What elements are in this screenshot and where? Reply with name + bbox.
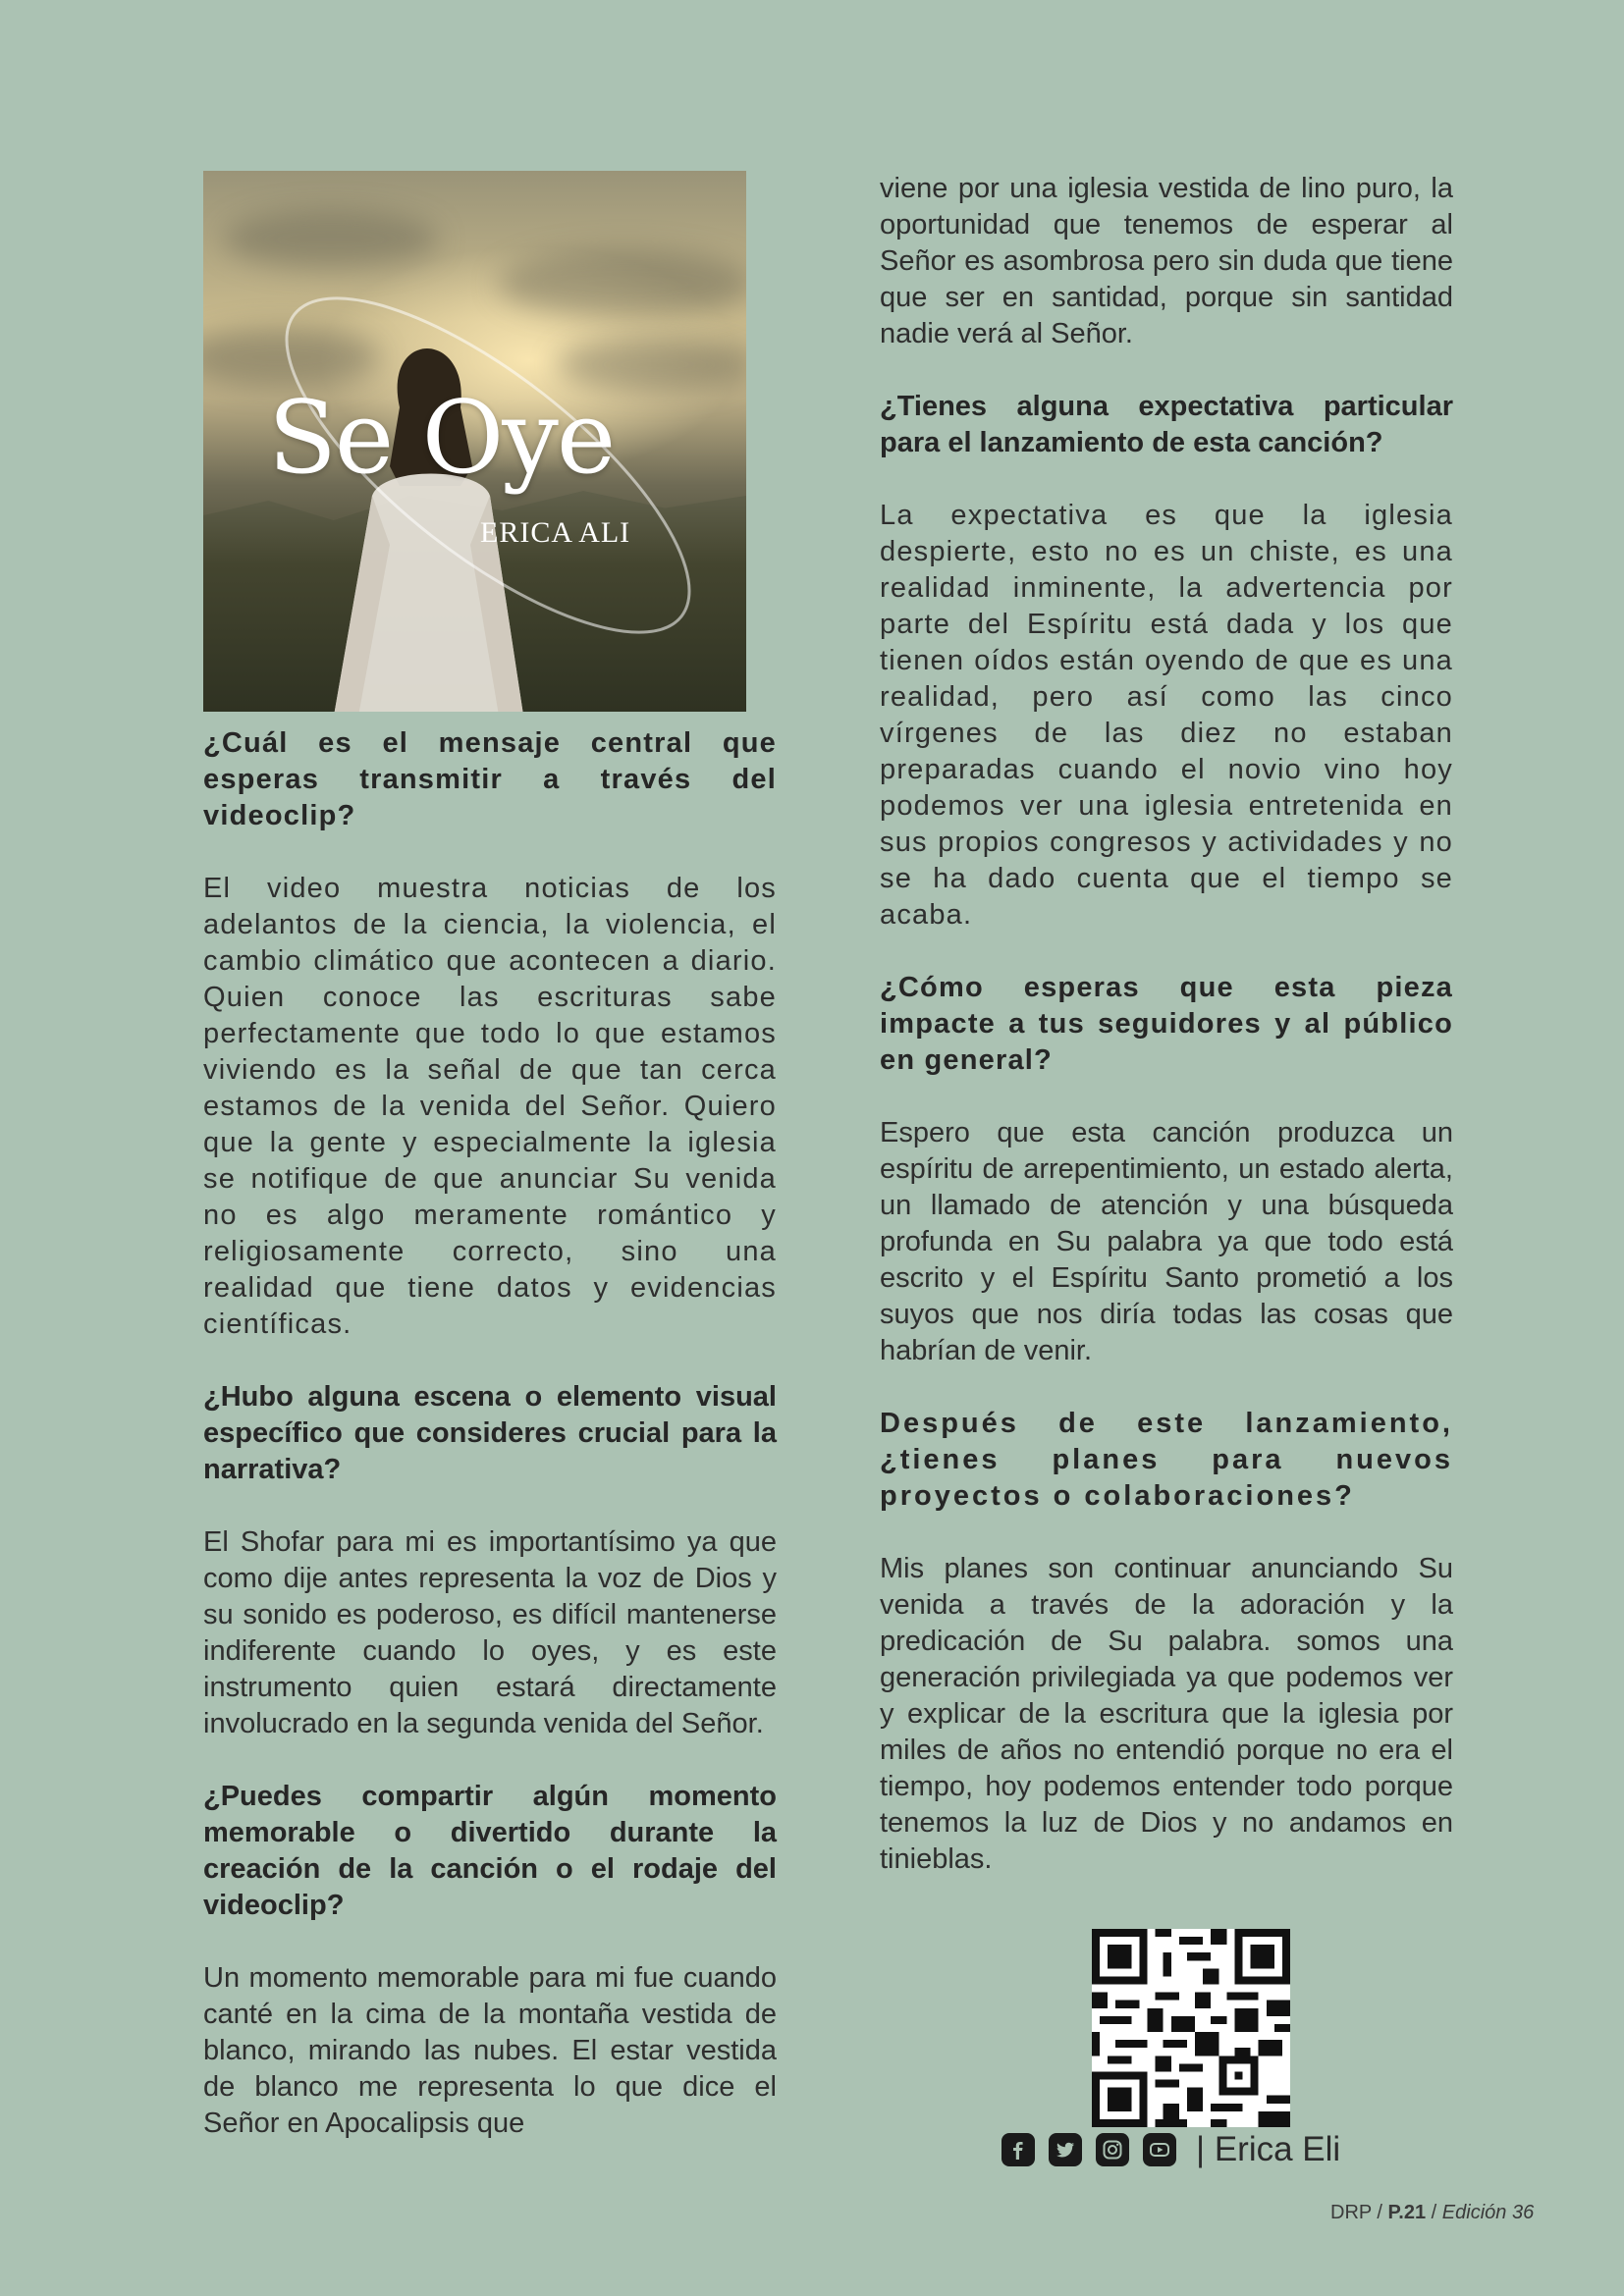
question-heading: ¿Cuál es el mensaje central que esperas transmitir a través del videoclip?: [203, 727, 777, 831]
answer-paragraph: El video muestra noticias de los adelantos de la ciencia, la violencia, el cambio climático que acontecen a diario. Quien conoce las escrituras sabe perfectamente que todo lo que estamos viviendo es la señal de que tan cerca estamos de la venida del Señor. Quiero que la gente y especialmente la iglesia se notifique de que anunciar Su venida no es algo meramente romántico y religiosamente correcto, sino una realidad que tiene datos y evidencias científicas.: [203, 873, 777, 1340]
right-column: [880, 171, 1453, 1878]
answer-paragraph: El Shofar para mi es importantísimo ya que como dije antes representa la voz de Dios y su sonido es poderoso, es difícil mantenerse indiferente cuando lo oyes, y es este instrumento quien estará directamente involucrado en la segunda venida del Señor.: [203, 1526, 777, 1739]
question-heading: ¿Puedes compartir algún momento memorable o divertido durante la creación de la canción o el rodaje del videoclip?: [203, 1781, 777, 1921]
answer-paragraph: viene por una iglesia vestida de lino puro, la oportunidad que tenemos de esperar al Señor es asombrosa pero sin duda que tiene que ser en santidad, porque sin santidad nadie verá al Señor.: [880, 173, 1453, 349]
facebook-icon[interactable]: [1001, 2133, 1035, 2166]
answer-paragraph: La expectativa es que la iglesia despierte, esto no es un chiste, es una realidad inminente, la advertencia por parte del Espíritu está dada y los que tienen oídos están oyendo de que es una realidad, pero así como las cinco vírgenes de las diez no estaban preparadas cuando el novio vino hoy podemos ver una iglesia entretenida en sus propios congresos y actividades y no se ha dado cuenta que el tiempo se acaba.: [880, 500, 1453, 931]
question-heading: ¿Tienes alguna expectativa particular para el lanzamiento de esta canción?: [880, 391, 1453, 458]
magazine-name: DRP: [1330, 2202, 1372, 2223]
cover-artist: ERICA ALI: [480, 516, 631, 549]
qr-code[interactable]: [1092, 1929, 1290, 2127]
question-heading: ¿Cómo esperas que esta pieza impacte a tus seguidores y al público en general?: [880, 972, 1453, 1076]
left-column: [203, 171, 777, 2142]
youtube-icon[interactable]: [1143, 2133, 1176, 2166]
answer-paragraph: Mis planes son continuar anunciando Su venida a través de la adoración y la predicación de Su palabra. somos una generación privilegiada ya que podemos ver y explicar de la escritura que la iglesia por miles de años no entendió porque no era el tiempo, hoy podemos entender todo porque tenemos la luz de Dios y no andamos en tinieblas.: [880, 1553, 1453, 1875]
instagram-icon[interactable]: [1096, 2133, 1129, 2166]
page-footer: DRP / P.21 / Edición 36: [1330, 2202, 1535, 2223]
cover-title: Se Oye: [268, 380, 615, 497]
answer-paragraph: Un momento memorable para mi fue cuando canté en la cima de la montaña vestida de blanco, mirando las nubes. El estar vestida de blanco me representa lo que dice el Señor en Apocalipsis que: [203, 1962, 777, 2139]
question-heading: ¿Hubo alguna escena o elemento visual específico que consideres crucial para la narrativa?: [203, 1381, 777, 1485]
twitter-icon[interactable]: [1049, 2133, 1082, 2166]
edition-label: Edición 36: [1441, 2202, 1535, 2223]
social-handle: | Erica Eli: [1196, 2130, 1341, 2168]
question-heading: Después de este lanzamiento, ¿tienes planes para nuevos proyectos o colaboraciones?: [880, 1408, 1453, 1512]
album-cover: [203, 171, 746, 712]
answer-paragraph: Espero que esta canción produzca un espíritu de arrepentimiento, un estado alerta, un llamado de atención y una búsqueda profunda en Su palabra ya que todo está escrito y el Espíritu Santo prometió a los suyos que nos diría todas las cosas que habrían de venir.: [880, 1117, 1453, 1366]
page-number: P.21: [1387, 2202, 1427, 2223]
social-links: [1001, 2128, 1340, 2171]
